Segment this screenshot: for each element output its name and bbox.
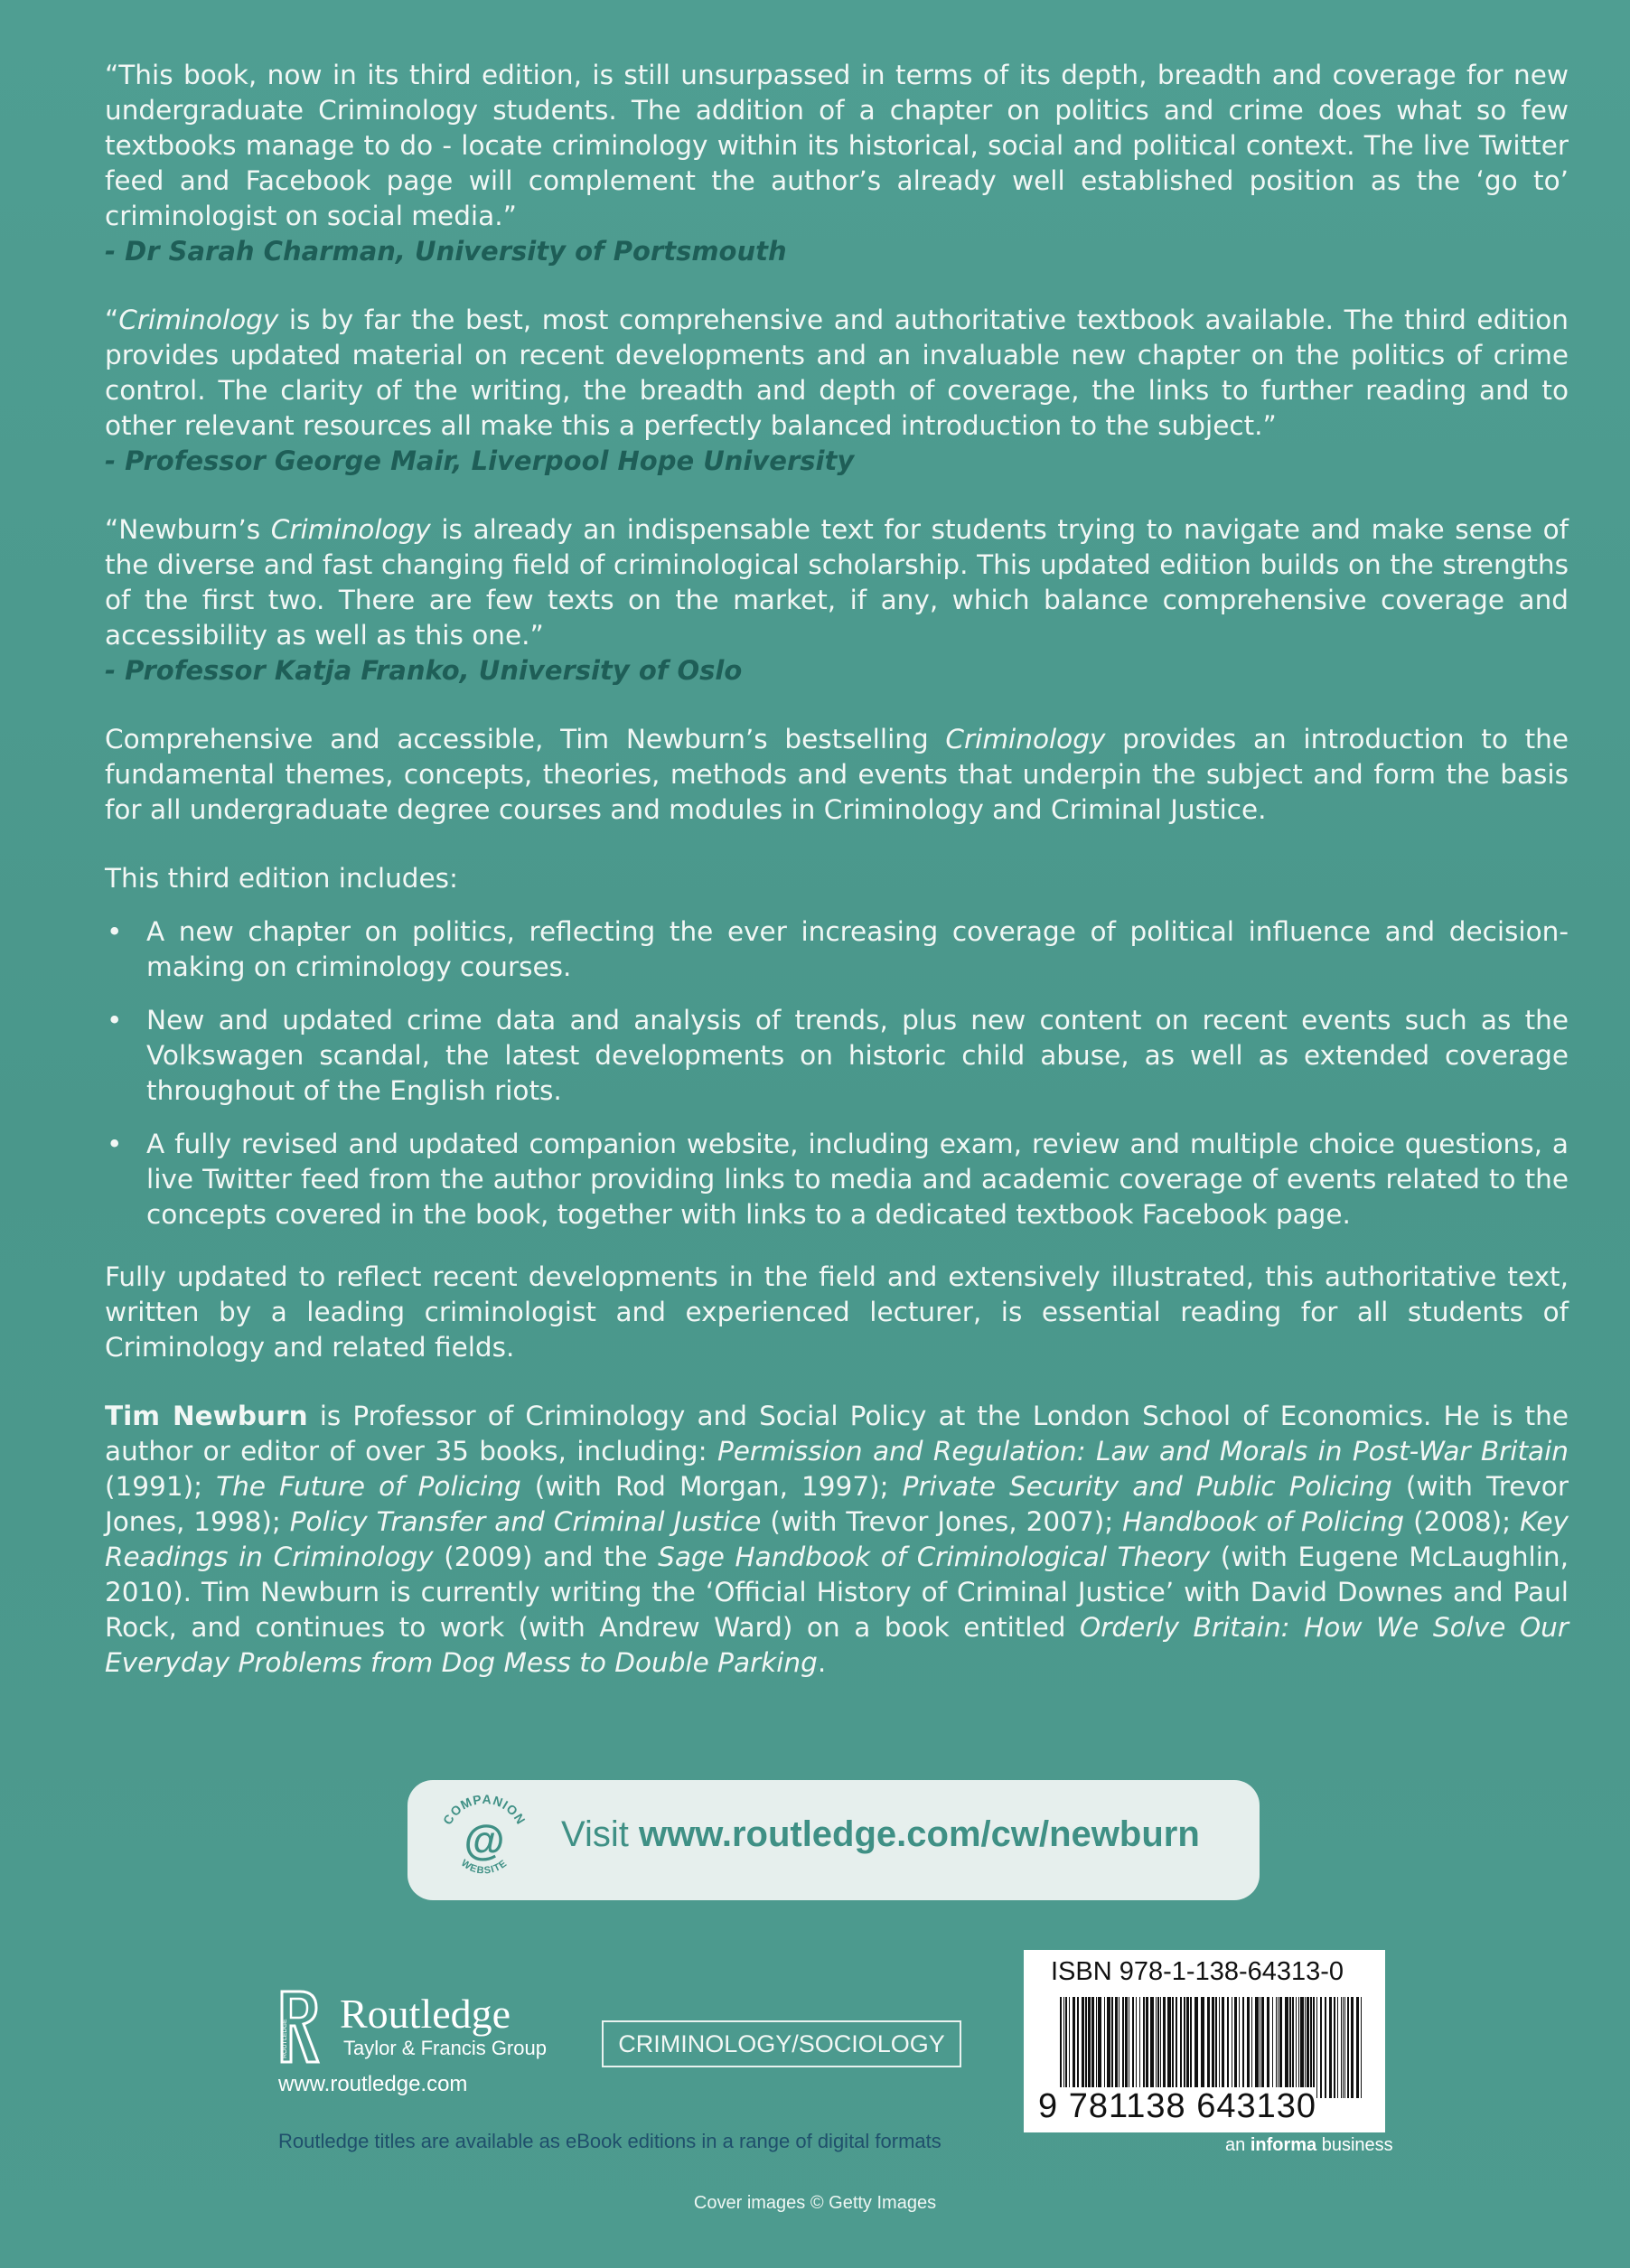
barcode-bar xyxy=(1347,1997,1349,2098)
quote-text xyxy=(105,303,1569,444)
barcode-bar xyxy=(1167,1997,1171,2098)
bio-text: (with Trevor Jones, 2007); xyxy=(761,1506,1123,1537)
barcode-bar xyxy=(1251,1997,1252,2098)
barcode-bar xyxy=(1122,1997,1124,2098)
barcode-bar xyxy=(1361,1997,1362,2098)
list-item-text: A fully revised and updated companion website, including exam, review and multiple choice questions, a live Twitter feed from the author providing links to media and academic coverage of events related to the concepts covered in the book, together with links to a dedicated textbook Facebook page. xyxy=(146,1129,1569,1230)
barcode-bar xyxy=(1163,1997,1166,2098)
publisher-url[interactable]: www.routledge.com xyxy=(278,2072,468,2096)
barcode-bar xyxy=(1278,1997,1279,2098)
bio-text: (2009) and the xyxy=(433,1542,659,1572)
barcode-bar xyxy=(1146,1997,1148,2098)
quote-attribution: - Professor Katja Franko, University of Oslo xyxy=(105,655,743,686)
barcode-bar xyxy=(1215,1997,1217,2098)
barcode-bar xyxy=(1160,1997,1161,2098)
subject-category: CRIMINOLOGY/SOCIOLOGY xyxy=(602,2020,961,2067)
informa-prefix: an xyxy=(1225,2135,1251,2155)
bio-text: (with Eugene McLaughlin, 2010). Tim Newburn is currently writing the ‘Official History of Criminal Justice’ with David Downes and Paul Rock, and continues to work (with Andrew Ward) on a book entitled xyxy=(105,1542,1569,1643)
barcode-bar xyxy=(1305,1997,1306,2098)
barcode-bar xyxy=(1069,1997,1070,2098)
quote-open: “Newburn’s xyxy=(105,514,271,545)
barcode-bar xyxy=(1329,1997,1332,2098)
barcode-bar xyxy=(1219,1997,1220,2098)
bio-text: is Professor of Criminology and Social Policy at the London School of Economics. He is the author or editor of over 35 books, including: xyxy=(105,1401,1569,1467)
barcode-bar xyxy=(1337,1997,1338,2098)
quote-block-2 xyxy=(105,303,1569,479)
barcode-bar xyxy=(1201,1997,1204,2098)
quote-rest: is already an indispensable text for students trying to navigate and make sense of the diverse and fast changing field of criminological scholarship. This updated edition builds on the strengths of the first two. There are few texts on the market, if any, which balance comprehensive coverage and accessibility as well as this one.” xyxy=(105,514,1569,651)
description-start: Comprehensive and accessible, Tim Newburn’s bestselling xyxy=(105,724,946,754)
barcode-bar xyxy=(1239,1997,1240,2098)
quote-text xyxy=(105,512,1569,653)
barcode-bar xyxy=(1107,1997,1110,2098)
bio-title: The Future of Policing xyxy=(216,1471,521,1502)
barcode-bar xyxy=(1267,1997,1269,2098)
cover-credit: Cover images © Getty Images xyxy=(693,2193,937,2213)
barcode-bar xyxy=(1227,1997,1229,2098)
description xyxy=(105,722,1569,828)
companion-website-badge-icon xyxy=(435,1791,534,1890)
bio-text: (2008); xyxy=(1404,1506,1521,1537)
list-item xyxy=(105,1003,1569,1109)
barcode-bar xyxy=(1194,1997,1198,2098)
barcode-bar xyxy=(1096,1997,1097,2098)
barcode-bar xyxy=(1190,1997,1192,2098)
description-italic: Criminology xyxy=(945,724,1106,754)
barcode-bar xyxy=(1063,1997,1064,2098)
barcode-bar xyxy=(1180,1997,1182,2098)
closing xyxy=(105,1260,1569,1365)
author-name: Tim Newburn xyxy=(105,1401,308,1431)
companion-url[interactable]: www.routledge.com/cw/newburn xyxy=(638,1814,1200,1854)
closing-text: Fully updated to reflect recent developments in the field and extensively illustrated, this authoritative text, written by a leading criminologist and experienced lecturer, is essential reading for all students of Criminology and related fields. xyxy=(105,1261,1569,1363)
publisher-name: Routledge xyxy=(340,1991,511,2037)
feature-list xyxy=(105,914,1569,1232)
barcode-icon xyxy=(1060,1997,1367,2098)
bio-title: Handbook of Policing xyxy=(1122,1506,1405,1537)
barcode-bar xyxy=(1247,1997,1250,2098)
barcode-bar xyxy=(1234,1997,1237,2098)
routledge-mark-text: ROUTLEDGE xyxy=(282,2019,288,2058)
barcode-bar xyxy=(1136,1997,1137,2098)
bio-title: Permission and Regulation: Law and Morals in Post-War Britain xyxy=(717,1436,1569,1467)
barcode-bar xyxy=(1150,1997,1154,2098)
barcode-number: 9 781138 643130 xyxy=(1038,2087,1317,2125)
barcode-bar xyxy=(1077,1997,1079,2098)
bio-text: (1991); xyxy=(105,1471,217,1502)
author-bio-text xyxy=(105,1399,1569,1681)
barcode-bar xyxy=(1298,1997,1299,2098)
quote-text: “This book, now in its third edition, is still unsurpassed in terms of its depth, breadth and coverage for new undergraduate Criminology students. The addition of a chapter on politics and crime does what so few textbooks manage to do - locate criminology within its historical, social and political context. The live Twitter feed and Facebook page will complement the author’s already well established position as the ‘go to’ criminologist on social media.” xyxy=(105,60,1569,231)
barcode-bar xyxy=(1172,1997,1174,2098)
quote-title-italic: Criminology xyxy=(270,514,431,545)
barcode-bar xyxy=(1285,1997,1288,2098)
bio-text: . xyxy=(817,1647,827,1678)
quote-attribution: - Dr Sarah Charman, University of Portsmouth xyxy=(105,236,787,267)
bullet-icon: • xyxy=(107,1129,123,1159)
list-item-text: A new chapter on politics, reflecting the ever increasing coverage of political influence and decision-making on criminology courses. xyxy=(146,916,1569,982)
barcode-bar xyxy=(1356,1997,1359,2098)
companion-website-banner[interactable] xyxy=(408,1780,1260,1900)
bullet-icon: • xyxy=(107,916,123,947)
bullet-icon: • xyxy=(107,1005,123,1036)
barcode-bar xyxy=(1060,1997,1062,2098)
author-bio xyxy=(105,1399,1569,1681)
bio-title: Policy Transfer and Criminal Justice xyxy=(289,1506,762,1537)
quote-rest: is by far the best, most comprehensive and authoritative textbook available. The third edition provides updated material on recent developments and an invaluable new chapter on the politics of crime control. The clarity of the writing, the breadth and depth of coverage, the links to further reading and to other relevant resources all make this a perfectly balanced introduction to the subject.” xyxy=(105,305,1569,441)
informa-tagline xyxy=(1225,2135,1393,2156)
barcode-bar xyxy=(1310,1997,1312,2098)
barcode-bar xyxy=(1212,1997,1214,2098)
routledge-logo xyxy=(276,1988,575,2069)
barcode-bar xyxy=(1125,1997,1128,2098)
at-symbol-icon: @ xyxy=(464,1816,505,1863)
includes-heading: This third edition includes: xyxy=(105,863,458,894)
barcode-bar xyxy=(1351,1997,1354,2098)
isbn-label: ISBN 978-1-138-64313-0 xyxy=(1051,1957,1344,1986)
barcode-bar xyxy=(1344,1997,1345,2098)
barcode-bar xyxy=(1157,1997,1159,2098)
bio-title: Sage Handbook of Criminological Theory xyxy=(658,1542,1211,1572)
companion-link[interactable] xyxy=(561,1814,1200,1855)
barcode-bar xyxy=(1143,1997,1145,2098)
text-column xyxy=(105,58,1569,1681)
badge-bottom-text: WEBSITE xyxy=(459,1857,510,1877)
barcode-bar xyxy=(1207,1997,1210,2098)
barcode-bar xyxy=(1255,1997,1259,2098)
informa-suffix: business xyxy=(1316,2135,1393,2155)
quote-open: “ xyxy=(105,305,119,335)
barcode-bar xyxy=(1186,1997,1189,2098)
barcode-bar xyxy=(1073,1997,1075,2098)
quote-title-italic: Criminology xyxy=(118,305,279,335)
barcode-bar xyxy=(1176,1997,1177,2098)
barcode-bar xyxy=(1085,1997,1087,2098)
quote-block-1 xyxy=(105,58,1569,269)
barcode-bar xyxy=(1313,1997,1315,2098)
list-item-text: New and updated crime data and analysis of trends, plus new content on recent events such as the Volkswagen scandal, the latest developments on historic child abuse, as well as extended coverage throughout of the English riots. xyxy=(146,1005,1569,1106)
barcode-bar xyxy=(1292,1997,1294,2098)
isbn-barcode-panel xyxy=(1024,1950,1385,2132)
barcode-bar xyxy=(1065,1997,1067,2098)
bio-text: (with Rod Morgan, 1997); xyxy=(520,1471,903,1502)
quote-block-3 xyxy=(105,512,1569,689)
barcode-bar xyxy=(1289,1997,1291,2098)
badge-top-text: COMPANION xyxy=(439,1791,529,1828)
barcode-bar xyxy=(1296,1997,1297,2098)
barcode-bar xyxy=(1279,1997,1282,2098)
informa-brand: informa xyxy=(1250,2135,1317,2155)
bio-title: Orderly Britain: How We Solve Our Everyday Problems from Dog Mess to Double Parking xyxy=(105,1612,1569,1678)
barcode-bar xyxy=(1104,1997,1105,2098)
barcode-bar xyxy=(1341,1997,1342,2098)
barcode-bar xyxy=(1307,1997,1309,2098)
quote-attribution: - Professor George Mair, Liverpool Hope University xyxy=(105,445,855,476)
barcode-bar xyxy=(1343,1997,1344,2098)
barcode-bar xyxy=(1088,1997,1091,2098)
bio-title: Key Readings in Criminology xyxy=(105,1506,1569,1572)
bio-text: (with Trevor Jones, 1998); xyxy=(105,1471,1569,1537)
barcode-bar xyxy=(1272,1997,1273,2098)
barcode-bar xyxy=(1098,1997,1101,2098)
list-item xyxy=(105,1127,1569,1232)
barcode-bar xyxy=(1132,1997,1134,2098)
barcode-bar xyxy=(1325,1997,1326,2098)
description-text xyxy=(105,722,1569,828)
barcode-bar xyxy=(1115,1997,1118,2098)
barcode-bar xyxy=(1316,1997,1317,2098)
barcode-bar xyxy=(1242,1997,1244,2098)
routledge-r-mark-icon xyxy=(276,1988,327,2066)
barcode-bar xyxy=(1082,1997,1084,2098)
barcode-bar xyxy=(1276,1997,1277,2098)
barcode-bar xyxy=(1091,1997,1094,2098)
barcode-bar xyxy=(1222,1997,1224,2098)
ebook-note: Routledge titles are available as eBook editions in a range of digital formats xyxy=(278,2130,941,2152)
barcode-bar xyxy=(1184,1997,1185,2098)
barcode-bar xyxy=(1111,1997,1113,2098)
barcode-bar xyxy=(1334,1997,1335,2098)
barcode-bar xyxy=(1320,1997,1322,2098)
barcode-bar xyxy=(1156,1997,1157,2098)
list-item xyxy=(105,914,1569,985)
publisher-group: Taylor & Francis Group xyxy=(343,2037,547,2059)
barcode-bar xyxy=(1300,1997,1304,2098)
description-end: provides an introduction to the fundamental themes, concepts, theories, methods and events that underpin the subject and form the basis for all undergraduate degree courses and modules in Criminology and Criminal Justice. xyxy=(105,724,1569,825)
bio-title: Private Security and Public Policing xyxy=(902,1471,1392,1502)
visit-label: Visit xyxy=(561,1814,639,1854)
barcode-bar xyxy=(1261,1997,1264,2098)
barcode-bar xyxy=(1139,1997,1140,2098)
